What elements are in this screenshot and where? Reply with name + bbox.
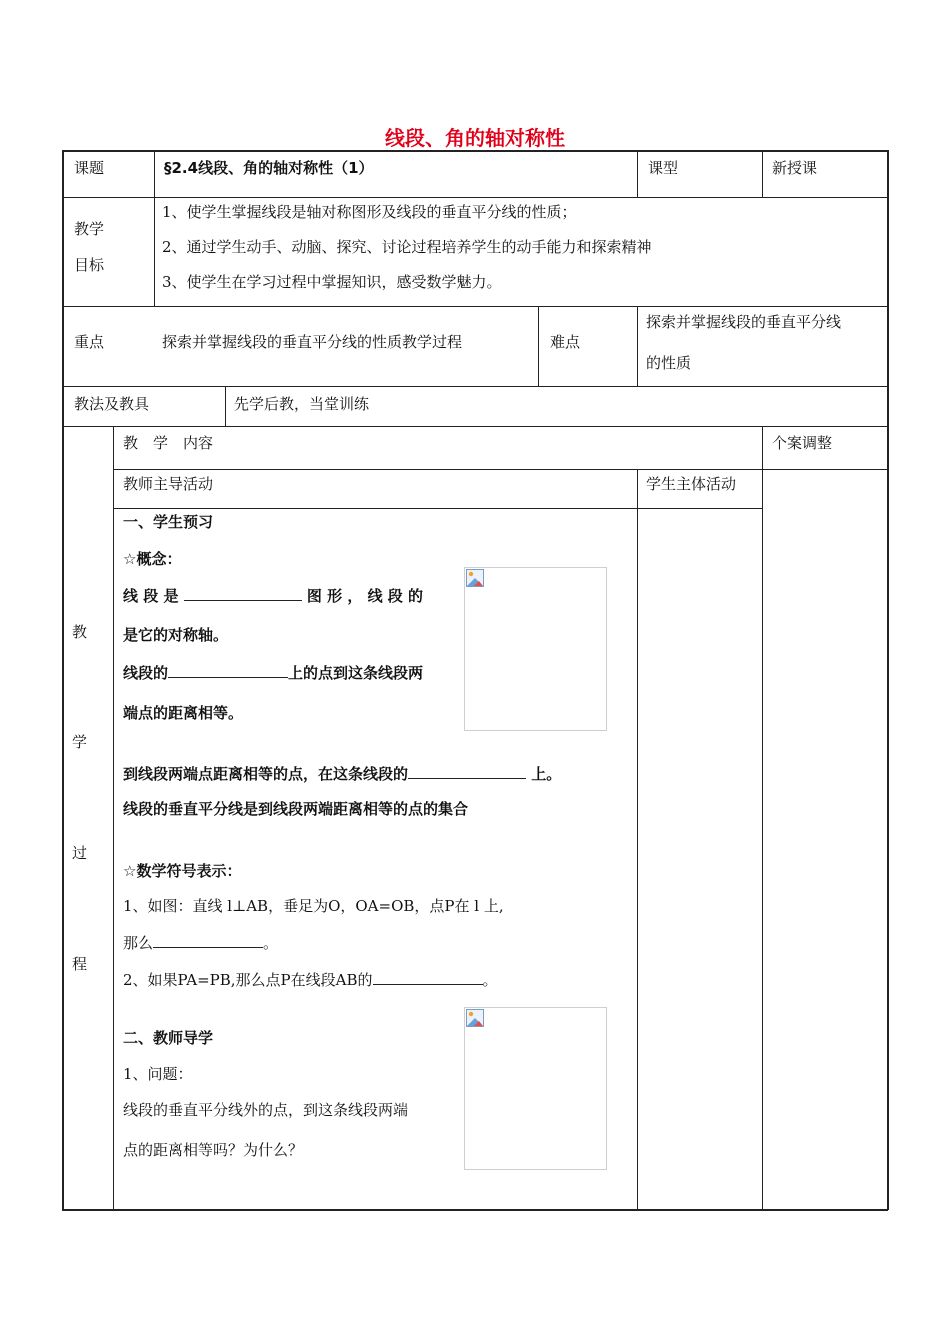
concept-line-c: 到线段两端点距离相等的点，在这条线段的 上。 bbox=[123, 762, 561, 784]
key-text: 探索并掌握线段的垂直平分线的性质教学过程 bbox=[162, 333, 463, 351]
concept-line-d: 线段的垂直平分线是到线段两端距离相等的点的集合 bbox=[123, 800, 469, 818]
concept-line-a3: 是它的对称轴。 bbox=[123, 626, 229, 644]
process-label-char: 程 bbox=[72, 955, 88, 973]
difficulty-text-1: 探索并掌握线段的垂直平分线 bbox=[646, 313, 842, 331]
difficulty-label: 难点 bbox=[550, 333, 581, 351]
goal-item: 2、通过学生动手、动脑、探究、讨论过程培养学生的动手能力和探索精神 bbox=[162, 238, 652, 256]
adjust-header: 个案调整 bbox=[772, 434, 833, 452]
section2-title: 二、教师导学 bbox=[123, 1029, 214, 1047]
process-label-char: 教 bbox=[72, 623, 88, 641]
concept-line-b: 线段的 上的点到这条线段两 bbox=[123, 661, 423, 683]
question-1-line-1: 1、如图：直线 l⊥AB，垂足为O，OA=OB，点P在 l 上, bbox=[123, 897, 504, 915]
section1-title: 一、学生预习 bbox=[123, 513, 214, 531]
method-label: 教法及教具 bbox=[74, 395, 150, 413]
topic-value: §2.4线段、角的轴对称性（1） bbox=[164, 159, 374, 177]
process-label-char: 过 bbox=[72, 844, 88, 862]
question-2: 2、如果PA=PB,那么点P在线段AB的 。 bbox=[123, 968, 498, 990]
goals-label-2: 目标 bbox=[74, 256, 105, 274]
question-1-line-2: 那么 。 bbox=[123, 931, 278, 953]
goal-item: 1、使学生掌握线段是轴对称图形及线段的垂直平分线的性质； bbox=[162, 203, 577, 221]
concept-line-b3: 端点的距离相等。 bbox=[123, 704, 244, 722]
type-label: 课型 bbox=[648, 159, 679, 177]
teacher-header: 教师主导活动 bbox=[123, 475, 214, 493]
process-label-char: 学 bbox=[72, 733, 88, 751]
concept-line-a: 线 段 是 图 形 ， 线 段 的 bbox=[123, 584, 423, 606]
student-header: 学生主体活动 bbox=[646, 475, 737, 493]
difficulty-text-2: 的性质 bbox=[646, 354, 692, 372]
image-icon bbox=[466, 1009, 484, 1027]
concept-title: ☆概念： bbox=[123, 550, 182, 568]
problem-line-2: 点的距离相等吗？为什么？ bbox=[123, 1141, 304, 1159]
page-title: 线段、角的轴对称性 bbox=[385, 126, 565, 150]
content-header: 教 学 内容 bbox=[123, 434, 214, 452]
key-label: 重点 bbox=[74, 333, 105, 351]
figure-placeholder-2 bbox=[464, 1007, 607, 1170]
topic-label: 课题 bbox=[74, 159, 105, 177]
figure-placeholder-1 bbox=[464, 567, 607, 731]
method-text: 先学后教，当堂训练 bbox=[234, 395, 370, 413]
problem-line-1: 线段的垂直平分线外的点，到这条线段两端 bbox=[123, 1101, 409, 1119]
type-value: 新授课 bbox=[772, 159, 818, 177]
image-icon bbox=[466, 569, 484, 587]
problem-title: 1、问题： bbox=[123, 1065, 193, 1083]
symbol-title: ☆数学符号表示： bbox=[123, 862, 242, 880]
goals-label-1: 教学 bbox=[74, 220, 105, 238]
goal-item: 3、使学生在学习过程中掌握知识，感受数学魅力。 bbox=[162, 273, 502, 291]
